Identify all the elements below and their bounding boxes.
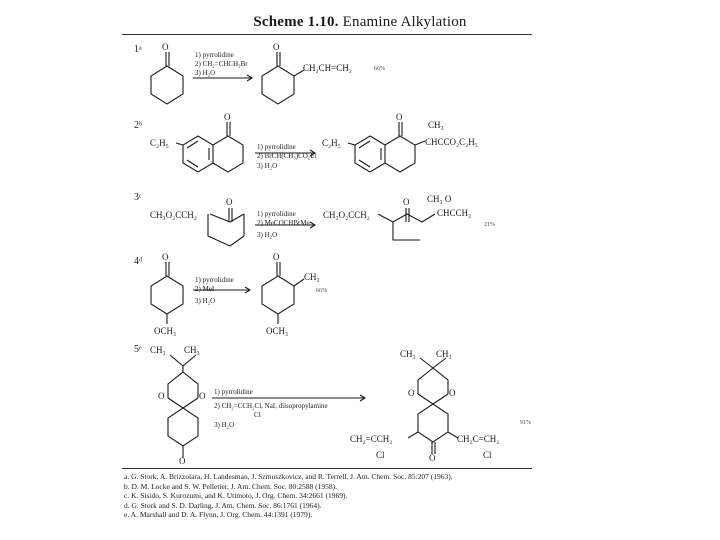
reaction-conditions: 1) pyrrolidine 2) MeI [195,276,234,293]
product-top-substituent: CH₃ O [427,194,452,204]
scheme-label: Scheme 1.10. [253,14,339,30]
product-left-substituent: C₂H₅ [322,138,341,148]
product-oxygen: O [403,197,410,207]
product-oxygen: O [273,252,280,262]
reference-item: c. K. Sisido, S. Kurozumi, and K. Utimoto, J. Org. Chem. 34:2661 (1969). [124,491,348,501]
product-substituent: CH₃ [304,272,320,282]
reaction-conditions: 1) pyrrolidine [214,388,253,396]
entry3-start [208,208,244,246]
product-methyl-left: CH₃ [400,349,416,359]
entry5-product [408,358,458,454]
ketone-oxygen: O [224,112,231,122]
entry2-start [176,122,243,172]
reaction-conditions: 1) pyrrolidine 2) CH₂=CHCH₂Br 3) H₂O [195,51,248,77]
reaction-conditions: 1) pyrrolidine 2) MeCOCHBrMe [257,210,310,227]
scheme-name: Enamine Alkylation [342,14,467,30]
start-methyl-right: CH₃ [184,345,200,355]
start-methyl-left: CH₃ [150,345,166,355]
product-right-substituent: CHCCH₃ [437,208,472,218]
product-methyl-right: CH₃ [436,349,452,359]
product-top-substituent: CH₃ [428,120,444,130]
product-chloro-right: Cl [483,450,492,460]
entry3-product [378,208,435,240]
product-methoxy: OCH₃ [266,326,289,336]
entry5-start [168,355,198,458]
yield: 91% [520,420,531,426]
ketone-oxygen: O [226,197,233,207]
reference-item: b. D. M. Locke and S. W. Pelletier, J. Am. Chem. Soc. 80:2588 (1958). [124,481,338,491]
ketone-oxygen: O [179,456,186,466]
ketal-oxygen-left: O [408,388,415,398]
start-methoxy: OCH₃ [154,326,177,336]
product-chloro-left: Cl [376,450,385,460]
entry-number: 4ᵈ [134,256,143,267]
scheme-page: Scheme 1.10. Enamine Alkylation 1ᵃ O 1) pyrrolidine 2) CH₂=CHCH₂Br 3) H₂O O CH₂CH=CH₂ 66% 2ᵇ C₂H₅ O 1) pyrrolidine 2) BrCH(CH₃)CO₂Et 3) H₂O C₂H₅ O CH₃ CHCCO₂C₂H₅ 3ᶜ CH₃O₂CCH₂ O 1) pyrrolidine 2) MeCOCHBrMe 3) H₂O CH₃O₂CCH₂ O CH₃ O CHCCH₃ 21% 4ᵈ O 1) pyrrolidine 2) MeI 3) H₂O O CH₃ 66% OCH₃ OCH₃ 5ᵉ CH₃ CH₃ O O O 1) pyrrolidine 2) CH₂=CCH₂Cl, NaI, diisopropylamine Cl 3) H₂O CH₃ CH₃ O O O CH₂=CCH₂ CH₂C=CH₂ Cl Cl 91% a. G. Stork, A. Brizzolara, H. Landesman, J. Szmuszkovicz, and R. Terrell, J. Am. Chem. Soc. 85:207 (1963). b. D. M. Locke and S. W. Pelletier, J. Am. Chem. Soc. 80:2588 (1958). c. K. Sisido, S. Kurozumi, and K. Utimoto, J. Org. Chem. 34:2661 (1969). d. G. Stork and S. D. Darling, J. Am. Chem. Soc. 86:1761 (1964). e. A. Marshall and D. A. Flynn, J. Org. Chem. 44:1391 (1979). [0,0,720,540]
entry-number: 5ᵉ [134,344,142,355]
entry2-product [348,122,425,172]
yield: 21% [484,222,495,228]
product-oxygen: O [396,112,403,122]
references [124,472,453,520]
ketone-oxygen: O [162,42,169,52]
reaction-conditions: 1) pyrrolidine 2) BrCH(CH₃)CO₂Et [257,143,317,160]
reference-item: a. G. Stork, A. Brizzolara, H. Landesman, J. Szmuszkovicz, and R. Terrell, J. Am. Chem. Soc. 85:207 (1963). [124,472,453,481]
start-substituent: C₂H₅ [150,138,169,148]
start-substituent: CH₃O₂CCH₂ [150,210,197,220]
yield: 66% [374,66,385,72]
product-right-substituent: CHCCO₂C₂H₅ [425,137,478,147]
product-right-substituent: CH₂C=CH₂ [457,434,500,444]
entry4-product [262,262,304,324]
ketone-oxygen: O [162,252,169,262]
entry-number: 3ᶜ [134,192,142,203]
entry-number: 1ᵃ [134,44,142,55]
product-oxygen: O [273,42,280,52]
entry1-cyclohexanone [151,52,183,104]
ketal-oxygen-left: O [158,391,165,401]
reference-item: d. G. Stork and S. D. Darling, J. Am. Chem. Soc. 86:1761 (1964). [124,500,322,510]
yield: 66% [316,288,327,294]
ketal-oxygen-right: O [449,388,456,398]
reference-item: e. A. Marshall and D. A. Flynn, J. Org. Chem. 44:1391 (1979). [124,510,313,520]
product-left-substituent: CH₃O₂CCH₂ [323,210,370,220]
product-left-substituent: CH₂=CCH₂ [350,434,393,444]
ketal-oxygen-right: O [199,391,206,401]
product-ketone-oxygen: O [429,453,436,463]
entry-number: 2ᵇ [134,120,143,131]
entry1-product [262,52,304,104]
entry4-start [151,262,183,324]
product-substituent: CH₂CH=CH₂ [303,63,352,73]
